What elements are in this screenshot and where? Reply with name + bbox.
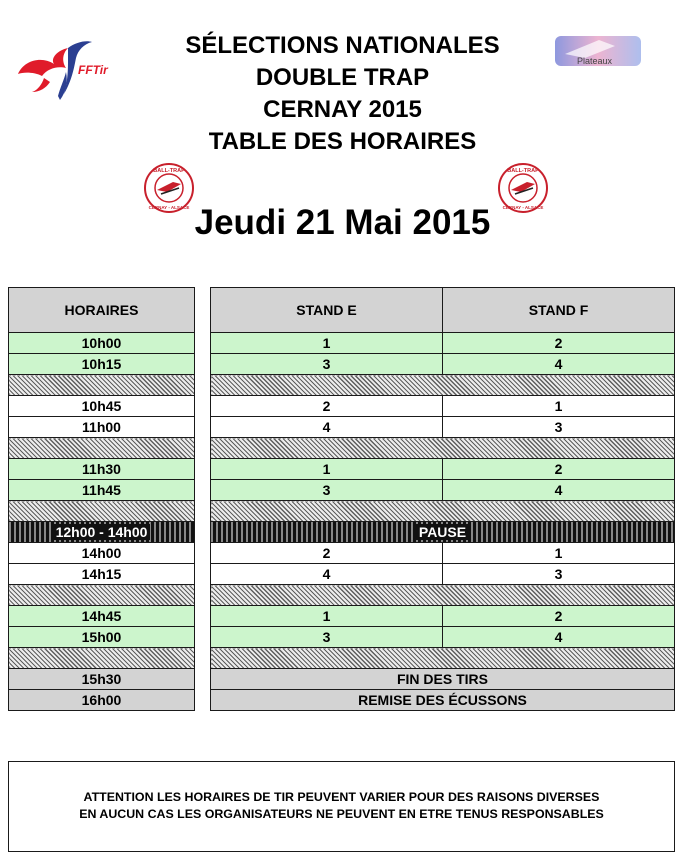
- title-line: SÉLECTIONS NATIONALES: [185, 32, 500, 59]
- separator-row: [211, 585, 675, 606]
- remise-ecussons-cell: REMISE DES ÉCUSSONS: [211, 690, 675, 711]
- schedule-stands-table: [210, 287, 675, 711]
- separator-row: [9, 375, 195, 396]
- stand-f-cell: 1: [443, 396, 675, 417]
- fin-des-tirs-cell: FIN DES TIRS: [211, 669, 675, 690]
- cernay-logo-bottom: CERNAY - ALSACE: [502, 205, 544, 210]
- separator-row: [211, 648, 675, 669]
- pause-time-label: 12h00 - 14h00: [53, 524, 151, 540]
- notice-box: [8, 761, 675, 852]
- event-date: Jeudi 21 Mai 2015: [194, 203, 491, 242]
- time-cell: 11h00: [9, 417, 195, 438]
- stand-e-cell: 1: [211, 333, 443, 354]
- stand-e-cell: 1: [211, 459, 443, 480]
- title-line: TABLE DES HORAIRES: [208, 128, 477, 155]
- time-cell: 15h30: [9, 669, 195, 690]
- stand-f-cell: 2: [443, 459, 675, 480]
- notice-line: ATTENTION LES HORAIRES DE TIR PEUVENT VARIER POUR DES RAISONS DIVERSES: [83, 790, 600, 804]
- title-line: DOUBLE TRAP: [255, 64, 430, 91]
- column-header-horaires: HORAIRES: [9, 288, 195, 333]
- notice-line: EN AUCUN CAS LES ORGANISATEURS NE PEUVENT EN ETRE TENUS RESPONSABLES: [79, 807, 604, 821]
- separator-row: [211, 438, 675, 459]
- pause-cell: [211, 522, 675, 543]
- separator-row: [9, 501, 195, 522]
- stand-e-cell: 4: [211, 564, 443, 585]
- stand-e-cell: 4: [211, 417, 443, 438]
- separator-row: [9, 438, 195, 459]
- stand-f-cell: 3: [443, 564, 675, 585]
- stand-f-cell: 2: [443, 333, 675, 354]
- separator-row: [211, 501, 675, 522]
- stand-f-cell: 4: [443, 627, 675, 648]
- stand-f-cell: 2: [443, 606, 675, 627]
- separator-row: [211, 375, 675, 396]
- time-cell: 11h45: [9, 480, 195, 501]
- stand-e-cell: 1: [211, 606, 443, 627]
- stand-f-cell: 1: [443, 543, 675, 564]
- time-cell: 14h00: [9, 543, 195, 564]
- stand-e-cell: 3: [211, 354, 443, 375]
- stand-e-cell: 2: [211, 396, 443, 417]
- time-cell: 10h00: [9, 333, 195, 354]
- time-cell: 10h15: [9, 354, 195, 375]
- schedule-times-table: [8, 287, 195, 711]
- pause-label: PAUSE: [416, 524, 469, 540]
- time-cell: 15h00: [9, 627, 195, 648]
- time-cell: 16h00: [9, 690, 195, 711]
- cernay-logo-top: BALL-TRAP: [153, 168, 185, 174]
- time-cell: 10h45: [9, 396, 195, 417]
- title-block: [0, 30, 685, 158]
- stand-f-cell: 4: [443, 480, 675, 501]
- title-line: CERNAY 2015: [263, 96, 422, 123]
- pause-time-cell: [9, 522, 195, 543]
- separator-row: [9, 585, 195, 606]
- time-cell: 14h45: [9, 606, 195, 627]
- stand-e-cell: 2: [211, 543, 443, 564]
- stand-e-cell: 3: [211, 480, 443, 501]
- plateaux-logo-text: Plateaux: [577, 56, 613, 66]
- time-cell: 11h30: [9, 459, 195, 480]
- cernay-logo-bottom: CERNAY - ALSACE: [148, 205, 190, 210]
- stand-f-cell: 4: [443, 354, 675, 375]
- stand-e-cell: 3: [211, 627, 443, 648]
- fftir-logo-text: FFTir: [78, 63, 108, 77]
- column-header-stand-e: STAND E: [211, 288, 443, 333]
- column-header-stand-f: STAND F: [443, 288, 675, 333]
- stand-f-cell: 3: [443, 417, 675, 438]
- time-cell: 14h15: [9, 564, 195, 585]
- cernay-logo-top: BALL-TRAP: [507, 168, 539, 174]
- separator-row: [9, 648, 195, 669]
